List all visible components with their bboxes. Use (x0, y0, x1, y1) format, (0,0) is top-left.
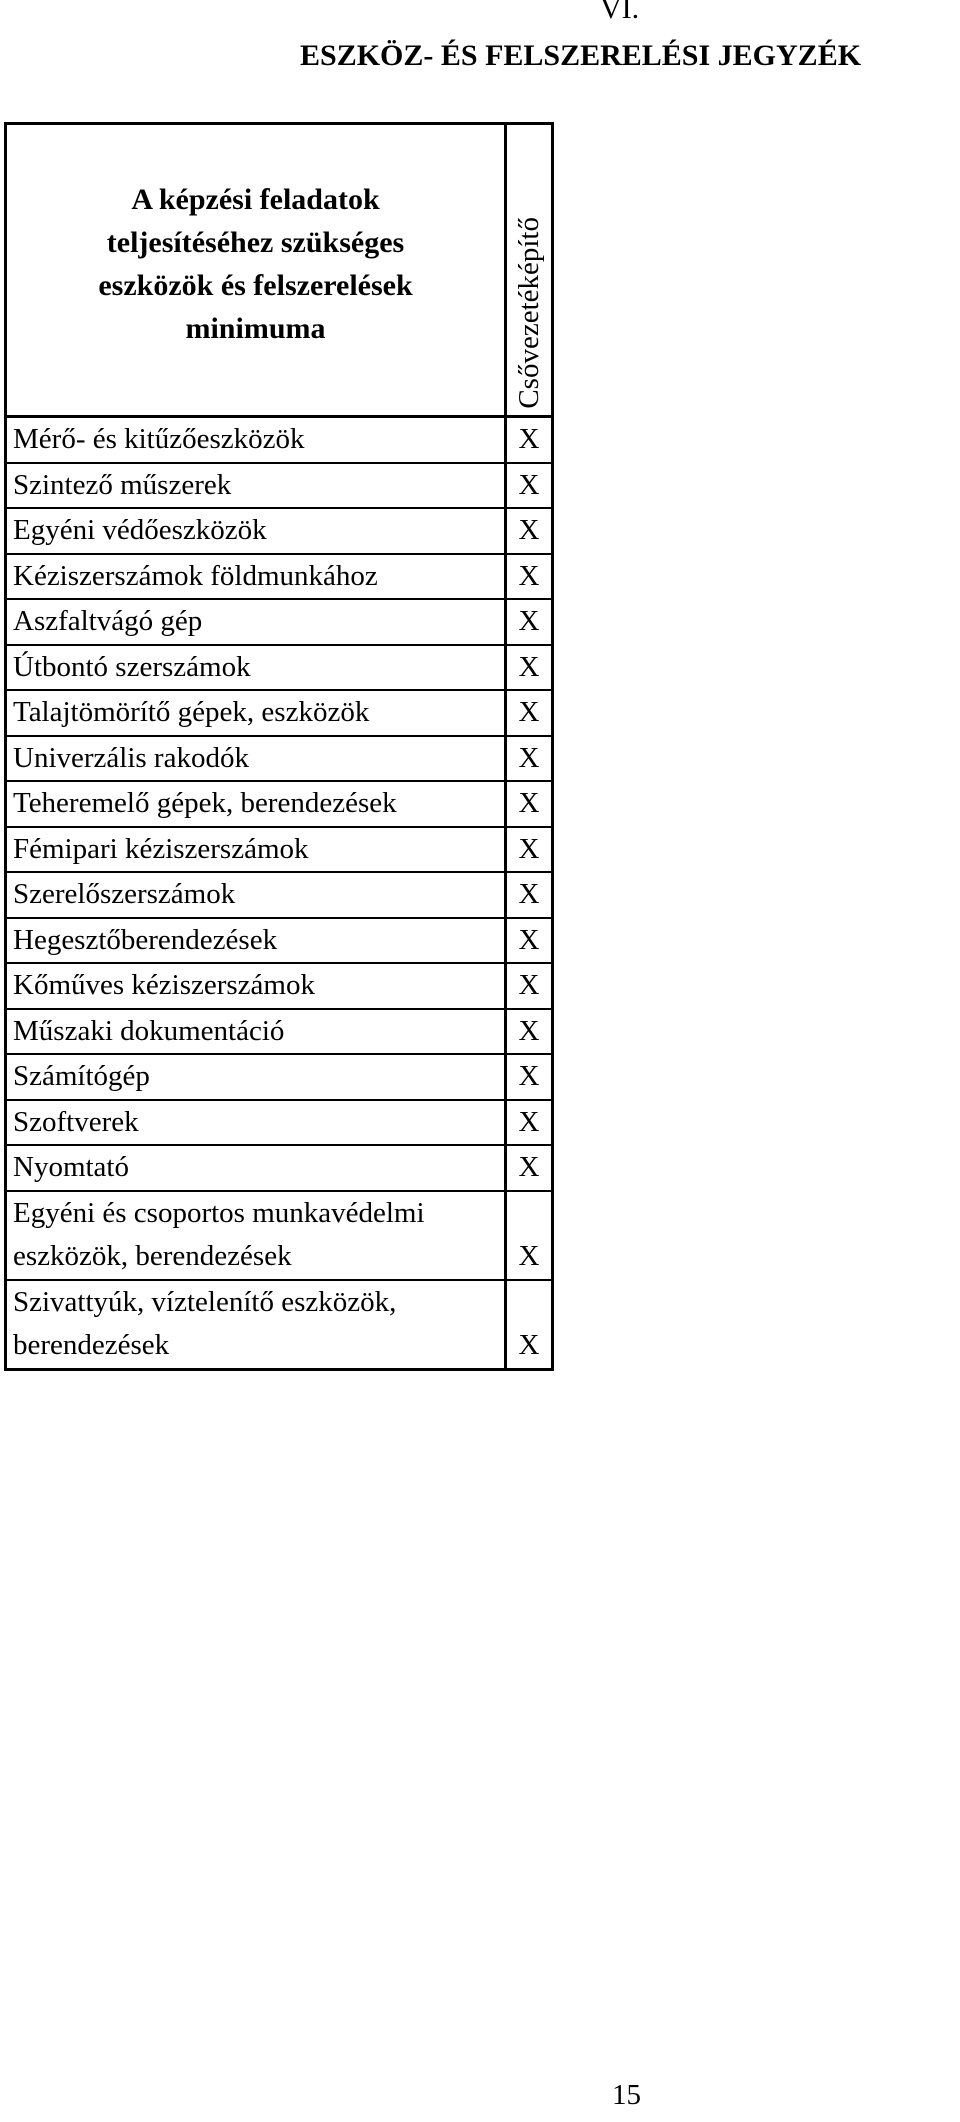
equipment-item: Teheremelő gépek, berendezések (13, 787, 397, 819)
table-row (7, 917, 551, 963)
requirement-mark: X (504, 555, 551, 599)
requirement-mark: X (504, 1281, 551, 1368)
table-header-left-cell (7, 125, 504, 415)
equipment-item: Szivattyúk, víztelenítő eszközök, berendezések (13, 1285, 397, 1361)
equipment-item: Univerzális rakodók (13, 741, 249, 774)
equipment-item: Talajtömörítő gépek, eszközök (13, 696, 370, 728)
requirement-mark: X (504, 691, 551, 735)
table-row (7, 462, 551, 508)
table-row (7, 1190, 551, 1279)
requirement-mark: X (504, 1055, 551, 1099)
equipment-item: Szoftverek (13, 1105, 139, 1138)
equipment-item: Mérő- és kitűzőeszközök (13, 423, 305, 455)
requirement-mark: X (504, 1146, 551, 1190)
table-row (7, 780, 551, 826)
requirement-mark: X (504, 600, 551, 644)
requirement-mark: X (504, 873, 551, 917)
equipment-item: Számítógép (13, 1060, 150, 1092)
equipment-item: Kéziszerszámok földmunkához (13, 559, 378, 592)
equipment-item: Kőműves kéziszerszámok (13, 969, 315, 1001)
requirement-mark: X (504, 646, 551, 690)
table-header-right-cell (504, 125, 551, 415)
equipment-item: Fémipari kéziszerszámok (13, 832, 309, 865)
table-row (7, 644, 551, 690)
table-row (7, 1008, 551, 1054)
requirement-mark: X (504, 828, 551, 872)
equipment-table (4, 122, 554, 1371)
table-header-row (7, 125, 551, 418)
requirement-mark: X (504, 737, 551, 781)
page-number: 15 (612, 2079, 641, 2111)
requirement-mark: X (504, 509, 551, 553)
table-header-title: A képzési feladatok teljesítéséhez szükséges eszközök és felszerelések minimuma (98, 183, 413, 345)
equipment-item: Műszaki dokumentáció (13, 1014, 285, 1047)
equipment-item: Hegesztőberendezések (13, 923, 278, 956)
equipment-item: Útbontó szerszámok (13, 650, 251, 683)
profession-column-label: Csővezetéképítő (513, 217, 545, 409)
table-row (7, 1279, 551, 1368)
section-number: VI. (600, 0, 640, 25)
table-row (7, 962, 551, 1008)
table-row (7, 826, 551, 872)
equipment-item: Egyéni és csoportos munkavédelmi eszközök, berendezések (13, 1196, 425, 1272)
equipment-item: Szintező műszerek (13, 468, 232, 501)
requirement-mark: X (504, 964, 551, 1008)
table-row (7, 598, 551, 644)
equipment-item: Egyéni védőeszközök (13, 514, 267, 546)
table-row (7, 553, 551, 599)
equipment-item: Szerelőszerszámok (13, 878, 236, 910)
document-title: ESZKÖZ- ÉS FELSZERELÉSI JEGYZÉK (300, 39, 862, 72)
requirement-mark: X (504, 418, 551, 462)
requirement-mark: X (504, 1101, 551, 1145)
requirement-mark: X (504, 919, 551, 963)
table-row (7, 1053, 551, 1099)
table-row (7, 735, 551, 781)
table-body (7, 418, 551, 1368)
equipment-item: Nyomtató (13, 1151, 129, 1183)
table-row (7, 1099, 551, 1145)
table-row (7, 1144, 551, 1190)
requirement-mark: X (504, 1192, 551, 1279)
table-row (7, 418, 551, 462)
requirement-mark: X (504, 782, 551, 826)
requirement-mark: X (504, 1010, 551, 1054)
equipment-item: Aszfaltvágó gép (13, 605, 203, 637)
requirement-mark: X (504, 464, 551, 508)
table-row (7, 871, 551, 917)
table-row (7, 507, 551, 553)
table-row (7, 689, 551, 735)
